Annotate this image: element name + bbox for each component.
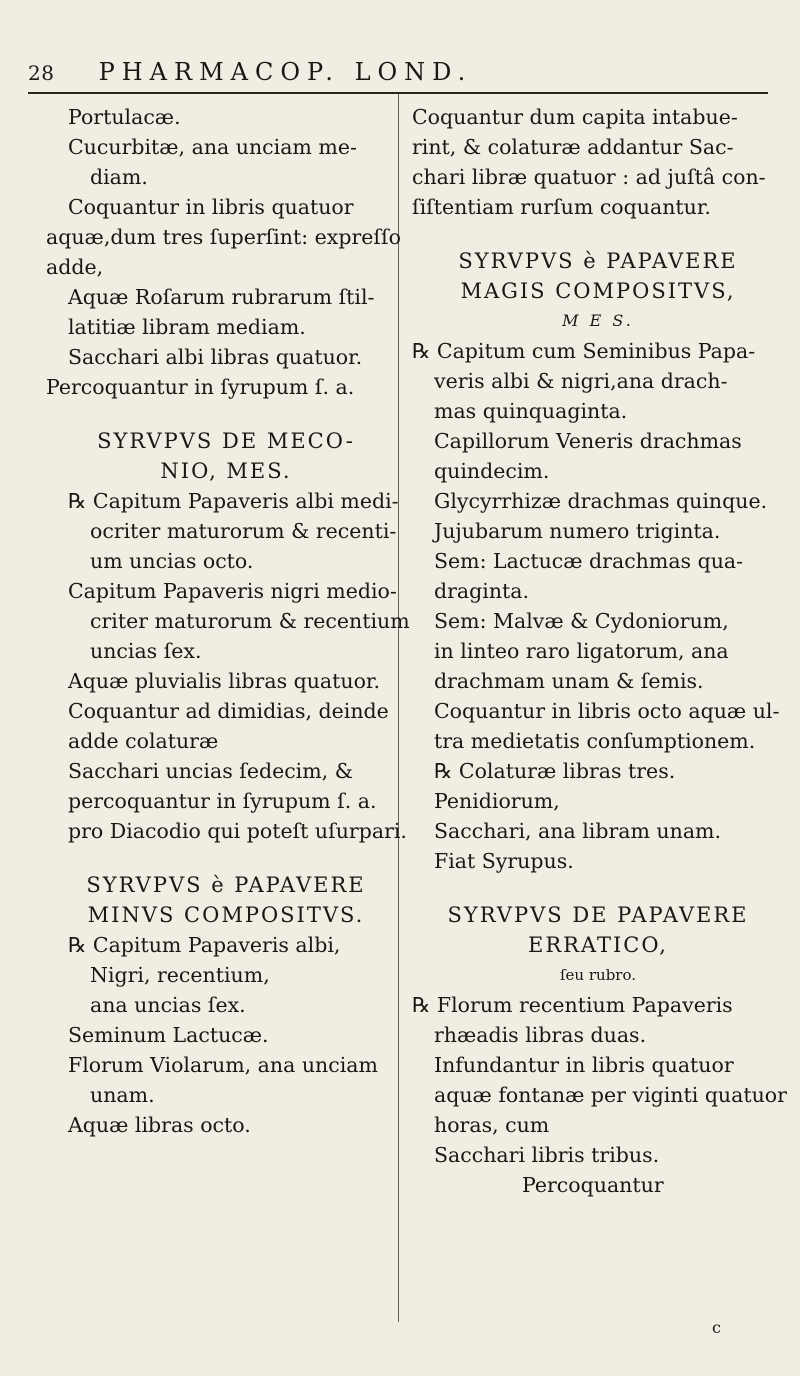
text-line: Sacchari albi libras quatuor. xyxy=(68,345,363,369)
text-line: um uncias octo. xyxy=(90,549,254,573)
text-line: Infundantur in libris quatuor xyxy=(434,1053,734,1077)
text-line: Sacchari, ana libram unam. xyxy=(434,819,721,843)
recipe-heading: SYRVPVS DE MECO- xyxy=(97,429,355,453)
text-line: ℞ Colaturæ libras tres. xyxy=(434,759,676,783)
text-line: rint, & colaturæ addantur Sac- xyxy=(412,135,734,159)
text-line: criter maturorum & recentium xyxy=(90,609,410,633)
text-line: Coquantur dum capita intabue- xyxy=(412,105,738,129)
text-line: aquæ,dum tres ſuperſint: expreſſo xyxy=(46,225,401,249)
text-line: Cucurbitæ, ana unciam me- xyxy=(68,135,357,159)
text-line: ℞ Capitum Papaveris albi medi- xyxy=(68,489,399,513)
text-line: Coquantur in libris octo aquæ ul- xyxy=(434,699,780,723)
recipe-block xyxy=(412,246,784,876)
recipe-heading-line2: NIO, MES. xyxy=(160,459,292,483)
text-line: Florum Violarum, ana unciam xyxy=(68,1053,378,1077)
text-line: unam. xyxy=(90,1083,155,1107)
text-line: veris albi & nigri,ana drach- xyxy=(434,369,728,393)
text-line: ℞ Capitum Papaveris albi, xyxy=(68,933,341,957)
text-line: adde colaturæ xyxy=(68,729,219,753)
signature-mark: c xyxy=(712,1318,721,1337)
recipe-block xyxy=(46,102,406,402)
text-line: diam. xyxy=(90,165,148,189)
text-line: rhæadis libras duas. xyxy=(434,1023,647,1047)
text-line: Percoquantur xyxy=(522,1173,664,1197)
running-header xyxy=(28,58,768,94)
text-line: Coquantur in libris quatuor xyxy=(68,195,354,219)
page-number: 28 xyxy=(28,61,55,85)
text-line: ℞ Capitum cum Seminibus Papa- xyxy=(412,339,756,363)
recipe-heading: SYRVPVS DE PAPAVERE xyxy=(447,903,749,927)
text-line: drachmam unam & ſemis. xyxy=(434,669,704,693)
text-line: horas, cum xyxy=(434,1113,550,1137)
text-line: Sem: Lactucæ drachmas qua- xyxy=(434,549,744,573)
text-line: in linteo raro ligatorum, ana xyxy=(434,639,729,663)
recipe-block xyxy=(46,870,406,1140)
text-line: tra medietatis conſumptionem. xyxy=(434,729,756,753)
right-column xyxy=(412,102,787,1224)
text-line: adde, xyxy=(46,255,104,279)
text-line: quindecim. xyxy=(434,459,550,483)
text-line: latitiæ libram mediam. xyxy=(68,315,306,339)
text-line: Aquæ libras octo. xyxy=(68,1113,251,1137)
text-line: Capitum Papaveris nigri medio- xyxy=(68,579,397,603)
text-line: Fiat Syrupus. xyxy=(434,849,574,873)
recipe-heading-line2: ERRATICO, xyxy=(527,933,668,957)
recipe-heading-line2: MINVS COMPOSITVS. xyxy=(87,903,365,927)
text-line: ℞ Florum recentium Papaveris xyxy=(412,993,733,1017)
text-line: Glycyrrhizæ drachmas quinque. xyxy=(434,489,768,513)
recipe-heading: SYRVPVS è PAPAVERE xyxy=(86,873,366,897)
text-line: ſiſtentiam rurſum coquantur. xyxy=(412,195,711,219)
text-line: ana uncias ſex. xyxy=(90,993,246,1017)
text-line: chari libræ quatuor : ad juſtâ con- xyxy=(412,165,766,189)
left-column xyxy=(46,102,410,1164)
text-line: Jujubarum numero triginta. xyxy=(434,519,721,543)
text-line: Sacchari uncias ſedecim, & xyxy=(68,759,353,783)
recipe-block xyxy=(46,426,410,846)
recipe-heading: SYRVPVS è PAPAVERE xyxy=(458,249,738,273)
text-line: Penidiorum, xyxy=(434,789,560,813)
text-line: draginta. xyxy=(434,579,530,603)
text-line: Aquæ Roſarum rubrarum ſtil- xyxy=(68,285,375,309)
text-line: Seminum Lactucæ. xyxy=(68,1023,269,1047)
recipe-source: M E S. xyxy=(562,311,634,330)
recipe-block xyxy=(412,900,787,1200)
text-line: uncias ſex. xyxy=(90,639,202,663)
text-line: ocriter maturorum & recenti- xyxy=(90,519,397,543)
text-line: percoquantur in ſyrupum ſ. a. xyxy=(68,789,377,813)
text-line: Capillorum Veneris drachmas xyxy=(434,429,742,453)
running-title: PHARMACOP. LOND. xyxy=(98,58,473,86)
text-line: Coquantur ad dimidias, deinde xyxy=(68,699,389,723)
text-line: Nigri, recentium, xyxy=(90,963,270,987)
text-line: Aquæ pluvialis libras quatuor. xyxy=(68,669,380,693)
text-line: pro Diacodio qui poteſt uſurpari. xyxy=(68,819,407,843)
recipe-heading-line2: MAGIS COMPOSITVS, xyxy=(460,279,736,303)
text-line: Sem: Malvæ & Cydoniorum, xyxy=(434,609,729,633)
text-line: aquæ fontanæ per viginti quatuor xyxy=(434,1083,787,1107)
recipe-block xyxy=(412,102,784,222)
text-line: mas quinquaginta. xyxy=(434,399,628,423)
recipe-subtitle: ſeu rubro. xyxy=(560,966,636,984)
text-line: Portulacæ. xyxy=(68,105,181,129)
text-line: Percoquantur in ſyrupum ſ. a. xyxy=(46,375,355,399)
text-line: Sacchari libris tribus. xyxy=(434,1143,660,1167)
